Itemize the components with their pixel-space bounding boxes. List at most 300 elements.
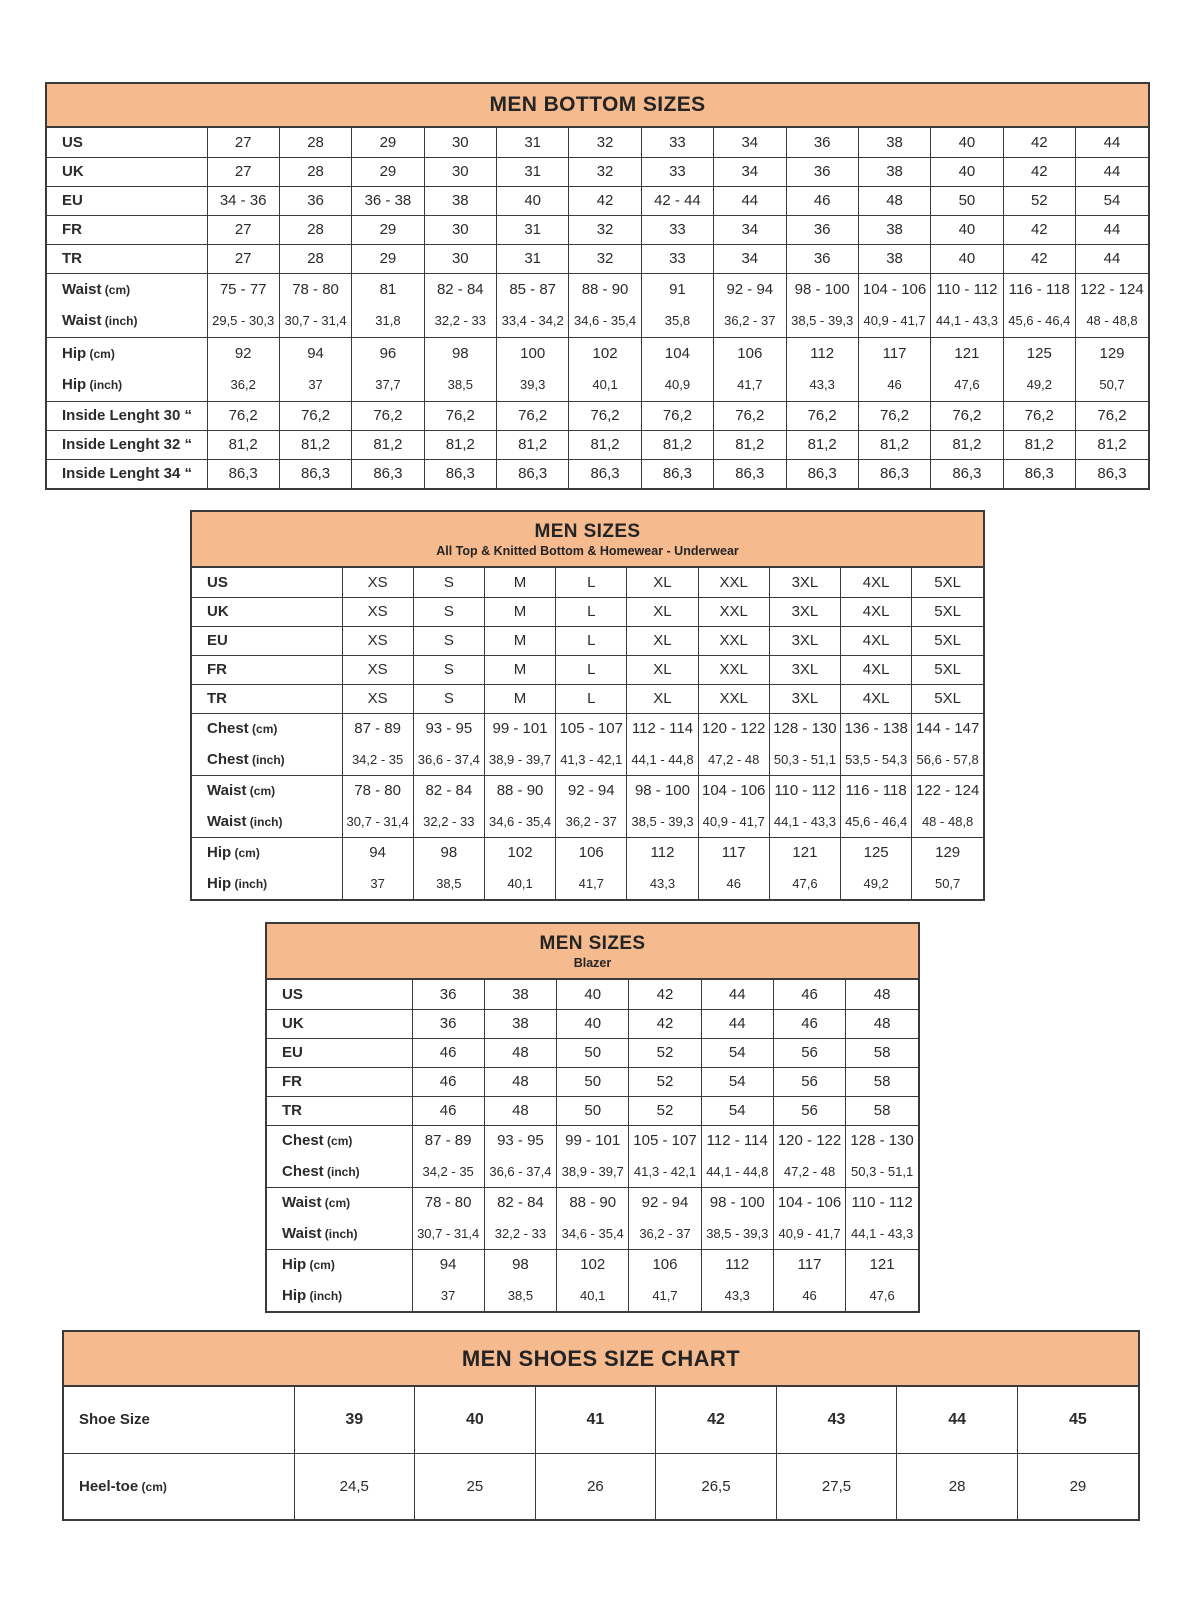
table-row xyxy=(267,1009,918,1038)
size-cell: 36 xyxy=(786,244,858,273)
size-cell: 56 xyxy=(773,1067,845,1096)
row-group xyxy=(47,157,1148,186)
size-cell: 116 - 118 xyxy=(841,775,912,806)
size-cell: 144 - 147 xyxy=(912,713,983,744)
row-label xyxy=(47,215,207,244)
size-cell: 44 xyxy=(897,1387,1018,1453)
size-cell: 43,3 xyxy=(786,369,858,401)
size-cell: 120 - 122 xyxy=(698,713,769,744)
table-header xyxy=(47,84,1148,128)
row-label-unit: (cm) xyxy=(321,1196,351,1211)
size-cell: 58 xyxy=(846,1038,918,1067)
size-cell: 44 xyxy=(701,980,773,1009)
size-cell: 81,2 xyxy=(641,430,713,459)
size-cell: 76,2 xyxy=(1003,401,1075,430)
size-cell: 44 xyxy=(1076,244,1149,273)
size-cell: 40,9 - 41,7 xyxy=(698,806,769,837)
size-cell: XS xyxy=(342,684,413,713)
size-cell: 86,3 xyxy=(786,459,858,488)
size-cell: 36 xyxy=(412,980,484,1009)
size-cell: 36 xyxy=(279,186,351,215)
size-cell: S xyxy=(413,626,484,655)
row-group xyxy=(267,980,918,1009)
size-cell: 86,3 xyxy=(931,459,1003,488)
row-label xyxy=(192,806,342,837)
size-cell: 42 xyxy=(629,1009,701,1038)
row-group xyxy=(267,1009,918,1038)
size-cell: 41,3 - 42,1 xyxy=(556,744,627,775)
size-cell: 81,2 xyxy=(569,430,641,459)
size-cell: 50 xyxy=(931,186,1003,215)
table-row xyxy=(192,775,983,806)
size-cell: 54 xyxy=(701,1096,773,1125)
table-row xyxy=(47,369,1148,401)
row-group xyxy=(47,430,1148,459)
row-label-unit: (inch) xyxy=(101,314,138,329)
size-cell: 121 xyxy=(769,837,840,868)
size-cell: 27 xyxy=(207,215,279,244)
size-cell: 43 xyxy=(776,1387,897,1453)
size-cell: 105 - 107 xyxy=(556,713,627,744)
size-cell: 105 - 107 xyxy=(629,1125,701,1156)
row-label xyxy=(192,684,342,713)
row-label xyxy=(192,744,342,775)
size-cell: 38,9 - 39,7 xyxy=(484,744,555,775)
size-cell: 116 - 118 xyxy=(1003,273,1075,305)
size-cell: 40 xyxy=(931,215,1003,244)
size-cell: 29 xyxy=(1017,1453,1138,1519)
row-label-text: EU xyxy=(207,632,228,649)
size-cell: 86,3 xyxy=(352,459,424,488)
size-cell: XL xyxy=(627,655,698,684)
size-cell: 102 xyxy=(484,837,555,868)
size-cell: 32 xyxy=(569,157,641,186)
row-label xyxy=(267,1067,412,1096)
size-cell: 82 - 84 xyxy=(424,273,496,305)
size-cell: 48 xyxy=(846,980,918,1009)
table-row xyxy=(267,1187,918,1218)
size-cell: 46 xyxy=(412,1067,484,1096)
size-cell: 32 xyxy=(569,128,641,157)
size-cell: 31 xyxy=(497,215,569,244)
size-cell: 121 xyxy=(931,337,1003,369)
size-cell: 110 - 112 xyxy=(769,775,840,806)
size-cell: 38,5 - 39,3 xyxy=(701,1218,773,1249)
row-label xyxy=(192,868,342,899)
size-cell: 45,6 - 46,4 xyxy=(841,806,912,837)
size-cell: 41,3 - 42,1 xyxy=(629,1156,701,1187)
row-label-text: Waist xyxy=(62,312,102,330)
size-cell: 41,7 xyxy=(556,868,627,899)
row-label-text: FR xyxy=(282,1073,302,1090)
row-label-text: Hip xyxy=(282,1256,307,1274)
size-cell: 32 xyxy=(569,215,641,244)
size-cell: L xyxy=(556,626,627,655)
size-cell: 122 - 124 xyxy=(912,775,983,806)
size-cell: 54 xyxy=(1076,186,1149,215)
size-cell: 48 - 48,8 xyxy=(912,806,983,837)
size-cell: 50 xyxy=(557,1096,629,1125)
size-cell: 81,2 xyxy=(1003,430,1075,459)
size-cell: 46 xyxy=(773,1009,845,1038)
row-group xyxy=(267,1067,918,1096)
size-cell: 56 xyxy=(773,1038,845,1067)
size-cell: 50 xyxy=(557,1067,629,1096)
size-cell: 76,2 xyxy=(497,401,569,430)
table-row xyxy=(267,1218,918,1249)
size-cell: 99 - 101 xyxy=(484,713,555,744)
size-cell: 56 xyxy=(773,1096,845,1125)
row-label xyxy=(47,244,207,273)
size-cell: 38 xyxy=(858,157,930,186)
size-cell: 46 xyxy=(773,980,845,1009)
size-cell: 38 xyxy=(858,128,930,157)
size-cell: 36 xyxy=(786,215,858,244)
row-label xyxy=(192,626,342,655)
table-row xyxy=(192,568,983,597)
size-cell: 29 xyxy=(352,128,424,157)
size-cell: 86,3 xyxy=(424,459,496,488)
size-cell: 31 xyxy=(497,157,569,186)
size-cell: 34 xyxy=(714,128,786,157)
size-grid xyxy=(47,128,1148,488)
size-cell: 28 xyxy=(279,157,351,186)
size-cell: S xyxy=(413,684,484,713)
size-cell: 106 xyxy=(714,337,786,369)
size-cell: 36,6 - 37,4 xyxy=(484,1156,556,1187)
table-row xyxy=(47,430,1148,459)
size-cell: 128 - 130 xyxy=(846,1125,918,1156)
size-cell: 33 xyxy=(641,128,713,157)
size-cell: 28 xyxy=(279,128,351,157)
men-bottom-sizes-table xyxy=(45,82,1150,490)
size-cell: 26 xyxy=(535,1453,656,1519)
row-group xyxy=(192,713,983,775)
row-label-text: FR xyxy=(62,221,82,238)
row-label-text: Inside Lenght 30 “ xyxy=(62,407,193,424)
size-cell: 48 xyxy=(858,186,930,215)
size-cell: 117 xyxy=(858,337,930,369)
size-cell: 47,6 xyxy=(931,369,1003,401)
size-cell: S xyxy=(413,597,484,626)
row-label xyxy=(47,369,207,401)
row-group xyxy=(267,1038,918,1067)
row-label xyxy=(47,459,207,488)
size-cell: 34,6 - 35,4 xyxy=(557,1218,629,1249)
table-title: MEN SIZES xyxy=(539,932,646,954)
size-cell: XS xyxy=(342,568,413,597)
size-cell: 5XL xyxy=(912,626,983,655)
row-label xyxy=(47,430,207,459)
size-cell: 48 - 48,8 xyxy=(1076,305,1149,337)
size-cell: 45,6 - 46,4 xyxy=(1003,305,1075,337)
table-row xyxy=(192,713,983,744)
table-row xyxy=(47,305,1148,337)
row-label-text: Chest xyxy=(282,1132,324,1150)
size-cell: 42 xyxy=(656,1387,777,1453)
size-cell: 50,7 xyxy=(1076,369,1149,401)
row-label-text: US xyxy=(207,573,228,591)
size-cell: 76,2 xyxy=(569,401,641,430)
row-label-unit: (cm) xyxy=(101,282,131,297)
row-group xyxy=(192,837,983,899)
row-label-text: Chest xyxy=(207,750,249,768)
row-group xyxy=(267,1249,918,1311)
size-cell: 44,1 - 43,3 xyxy=(769,806,840,837)
size-cell: 81,2 xyxy=(207,430,279,459)
size-cell: 50,3 - 51,1 xyxy=(846,1156,918,1187)
size-cell: 35,8 xyxy=(641,305,713,337)
size-cell: 32,2 - 33 xyxy=(424,305,496,337)
size-cell: 42 - 44 xyxy=(641,186,713,215)
size-cell: 93 - 95 xyxy=(484,1125,556,1156)
size-cell: 44 xyxy=(714,186,786,215)
table-header xyxy=(64,1332,1138,1387)
size-cell: 40,9 - 41,7 xyxy=(773,1218,845,1249)
row-label-unit: (cm) xyxy=(246,784,276,799)
row-label-unit: (inch) xyxy=(231,877,268,891)
size-cell: 81,2 xyxy=(1076,430,1149,459)
size-cell: 52 xyxy=(629,1038,701,1067)
size-cell: 34,2 - 35 xyxy=(342,744,413,775)
size-cell: 38 xyxy=(484,1009,556,1038)
row-label xyxy=(267,1280,412,1311)
size-cell: 112 xyxy=(786,337,858,369)
size-cell: 40 xyxy=(931,157,1003,186)
size-cell: 40 xyxy=(415,1387,536,1453)
size-cell: 46 xyxy=(412,1096,484,1125)
row-label-text: Waist xyxy=(282,1224,322,1242)
size-cell: 36,2 - 37 xyxy=(556,806,627,837)
row-label-text: Shoe Size xyxy=(79,1411,150,1429)
size-cell: 30 xyxy=(424,157,496,186)
table-row xyxy=(192,655,983,684)
row-label-text: Waist xyxy=(62,280,102,298)
size-cell: 30 xyxy=(424,215,496,244)
size-cell: XS xyxy=(342,655,413,684)
size-cell: 36,2 - 37 xyxy=(629,1218,701,1249)
size-cell: 38,5 xyxy=(484,1280,556,1311)
table-row xyxy=(47,459,1148,488)
size-cell: 41,7 xyxy=(714,369,786,401)
size-cell: 46 xyxy=(412,1038,484,1067)
size-cell: 76,2 xyxy=(858,401,930,430)
size-cell: 42 xyxy=(1003,157,1075,186)
size-cell: 88 - 90 xyxy=(557,1187,629,1218)
size-cell: 42 xyxy=(629,980,701,1009)
size-cell: 36,2 - 37 xyxy=(714,305,786,337)
row-label-text: UK xyxy=(207,603,229,620)
size-cell: S xyxy=(413,655,484,684)
size-cell: 5XL xyxy=(912,568,983,597)
table-row xyxy=(192,837,983,868)
row-label xyxy=(192,775,342,806)
table-title: MEN SHOES SIZE CHART xyxy=(461,1345,741,1371)
size-cell: 29 xyxy=(352,157,424,186)
table-row xyxy=(47,273,1148,305)
size-cell: 40,9 xyxy=(641,369,713,401)
size-cell: 49,2 xyxy=(841,868,912,899)
table-row xyxy=(267,1038,918,1067)
row-group xyxy=(47,337,1148,401)
size-cell: 76,2 xyxy=(641,401,713,430)
size-cell: 38 xyxy=(484,980,556,1009)
size-cell: 86,3 xyxy=(641,459,713,488)
table-row xyxy=(47,157,1148,186)
size-cell: 52 xyxy=(629,1067,701,1096)
size-cell: 96 xyxy=(352,337,424,369)
table-title: MEN SIZES xyxy=(534,520,641,542)
size-grid xyxy=(267,980,918,1311)
row-group xyxy=(47,459,1148,488)
size-cell: 48 xyxy=(846,1009,918,1038)
row-group xyxy=(192,655,983,684)
size-cell: 78 - 80 xyxy=(412,1187,484,1218)
size-cell: 54 xyxy=(701,1038,773,1067)
size-cell: 128 - 130 xyxy=(769,713,840,744)
size-cell: 27 xyxy=(207,128,279,157)
table-row xyxy=(267,1156,918,1187)
table-row xyxy=(47,337,1148,369)
size-cell: 98 - 100 xyxy=(786,273,858,305)
size-cell: XL xyxy=(627,568,698,597)
size-cell: 30,7 - 31,4 xyxy=(412,1218,484,1249)
row-group xyxy=(47,215,1148,244)
size-cell: 106 xyxy=(629,1249,701,1280)
size-cell: 37 xyxy=(342,868,413,899)
row-label-text: Heel-toe xyxy=(79,1477,139,1495)
size-cell: 36,6 - 37,4 xyxy=(413,744,484,775)
size-cell: 4XL xyxy=(841,655,912,684)
size-cell: 36 xyxy=(786,128,858,157)
row-label xyxy=(267,1156,412,1187)
size-cell: 40,1 xyxy=(484,868,555,899)
size-cell: L xyxy=(556,597,627,626)
size-cell: 27 xyxy=(207,244,279,273)
size-cell: XL xyxy=(627,626,698,655)
size-cell: 129 xyxy=(912,837,983,868)
size-cell: 86,3 xyxy=(207,459,279,488)
size-cell: 4XL xyxy=(841,568,912,597)
size-cell: 110 - 112 xyxy=(931,273,1003,305)
size-cell: 38 xyxy=(858,215,930,244)
size-cell: 42 xyxy=(1003,244,1075,273)
size-cell: 92 - 94 xyxy=(714,273,786,305)
size-cell: 40,9 - 41,7 xyxy=(858,305,930,337)
size-cell: 29 xyxy=(352,244,424,273)
table-row xyxy=(267,1096,918,1125)
size-cell: 31 xyxy=(497,128,569,157)
row-label-text: TR xyxy=(62,250,82,267)
size-cell: 4XL xyxy=(841,597,912,626)
size-cell: 44 xyxy=(1076,128,1149,157)
size-cell: 34 xyxy=(714,215,786,244)
size-cell: 125 xyxy=(841,837,912,868)
size-cell: 53,5 - 54,3 xyxy=(841,744,912,775)
row-label-text: UK xyxy=(62,163,84,180)
size-cell: 45 xyxy=(1017,1387,1138,1453)
row-label-text: TR xyxy=(282,1102,302,1119)
size-cell: XS xyxy=(342,597,413,626)
size-cell: 4XL xyxy=(841,626,912,655)
row-label xyxy=(47,305,207,337)
size-cell: 34,6 - 35,4 xyxy=(569,305,641,337)
size-cell: 117 xyxy=(698,837,769,868)
size-cell: 37,7 xyxy=(352,369,424,401)
size-cell: 36 xyxy=(786,157,858,186)
size-cell: XS xyxy=(342,626,413,655)
size-cell: 98 - 100 xyxy=(627,775,698,806)
size-cell: 37 xyxy=(412,1280,484,1311)
table-row xyxy=(47,186,1148,215)
row-label-text: Inside Lenght 34 “ xyxy=(62,465,193,483)
size-cell: 98 xyxy=(484,1249,556,1280)
size-cell: 50,7 xyxy=(912,868,983,899)
size-cell: 85 - 87 xyxy=(497,273,569,305)
size-cell: 112 - 114 xyxy=(627,713,698,744)
size-cell: 76,2 xyxy=(714,401,786,430)
row-label-text: Waist xyxy=(207,812,247,830)
table-row xyxy=(47,128,1148,157)
size-cell: 34 xyxy=(714,157,786,186)
size-cell: 104 - 106 xyxy=(773,1187,845,1218)
table-row xyxy=(64,1453,1138,1519)
size-grid xyxy=(192,568,983,899)
size-grid xyxy=(64,1387,1138,1519)
size-cell: 76,2 xyxy=(1076,401,1149,430)
size-cell: 86,3 xyxy=(1076,459,1149,488)
men-sizes-top-table xyxy=(190,510,985,901)
size-cell: 29,5 - 30,3 xyxy=(207,305,279,337)
row-label-text: EU xyxy=(62,192,83,209)
size-cell: 106 xyxy=(556,837,627,868)
size-cell: 81,2 xyxy=(497,430,569,459)
size-cell: 3XL xyxy=(769,684,840,713)
row-group xyxy=(64,1453,1138,1519)
size-cell: 42 xyxy=(569,186,641,215)
row-label-text: EU xyxy=(282,1044,303,1061)
row-group xyxy=(267,1096,918,1125)
table-row xyxy=(64,1387,1138,1453)
size-cell: 32,2 - 33 xyxy=(484,1218,556,1249)
table-row xyxy=(192,597,983,626)
row-label-text: Hip xyxy=(62,344,87,362)
size-cell: 30 xyxy=(424,244,496,273)
size-cell: 3XL xyxy=(769,597,840,626)
row-label xyxy=(64,1453,294,1519)
size-cell: 38,5 - 39,3 xyxy=(627,806,698,837)
size-cell: 38,5 - 39,3 xyxy=(786,305,858,337)
row-group xyxy=(192,626,983,655)
size-cell: 48 xyxy=(484,1096,556,1125)
size-cell: 52 xyxy=(1003,186,1075,215)
size-cell: 44 xyxy=(701,1009,773,1038)
size-cell: XXL xyxy=(698,655,769,684)
size-cell: 46 xyxy=(698,868,769,899)
row-group xyxy=(192,775,983,837)
size-cell: 94 xyxy=(279,337,351,369)
size-cell: 41 xyxy=(535,1387,656,1453)
size-cell: XXL xyxy=(698,684,769,713)
row-group xyxy=(192,568,983,597)
row-group xyxy=(47,128,1148,157)
size-cell: 40 xyxy=(557,980,629,1009)
size-cell: 50,3 - 51,1 xyxy=(769,744,840,775)
size-cell: 50 xyxy=(557,1038,629,1067)
table-row xyxy=(192,744,983,775)
table-row xyxy=(47,401,1148,430)
row-label-unit: (cm) xyxy=(138,1479,167,1494)
